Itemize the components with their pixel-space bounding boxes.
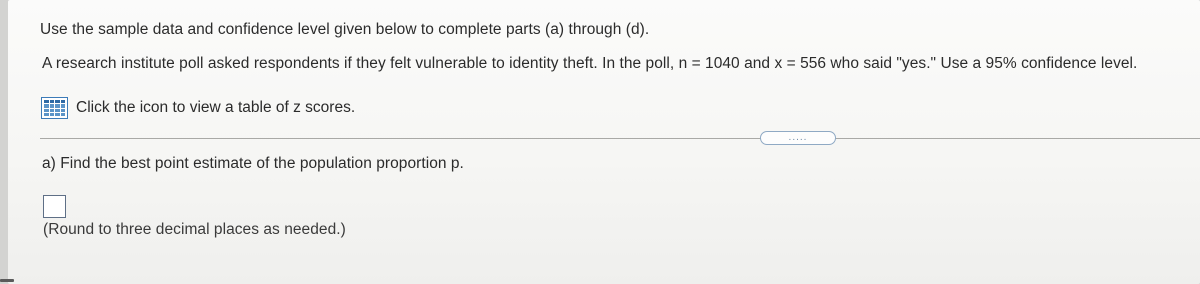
question-panel: [8, 0, 1200, 284]
table-icon-cell: [44, 113, 49, 116]
section-divider: [40, 138, 1200, 139]
table-icon-cell: [44, 109, 49, 112]
answer-input[interactable]: [43, 195, 66, 218]
problem-statement: A research institute poll asked respondents if they felt vulnerable to identity theft. In the poll, n = 1040 and x = 556 who said "yes." Use a 95% confidence level.: [42, 55, 1138, 72]
table-icon-cell: [44, 100, 49, 103]
table-icon-cell: [55, 113, 60, 116]
table-icon-cell: [50, 104, 55, 107]
table-icon-cell: [61, 109, 66, 112]
z-table-hint-text: Click the icon to view a table of z scores.: [76, 99, 356, 116]
table-icon-cell: [50, 100, 55, 103]
table-icon-cell: [61, 100, 66, 103]
rounding-note: (Round to three decimal places as needed.): [43, 221, 346, 238]
table-icon-cell: [61, 113, 66, 116]
instructions-text: Use the sample data and confidence level given below to complete parts (a) through (d).: [40, 21, 650, 38]
table-icon-cell: [50, 113, 55, 116]
table-icon-cell: [50, 109, 55, 112]
corner-mark: [0, 279, 14, 282]
z-table-hint: [41, 97, 355, 119]
expand-button[interactable]: .....: [760, 131, 836, 145]
table-icon-cell: [55, 109, 60, 112]
part-a-question: a) Find the best point estimate of the population proportion p.: [42, 155, 464, 172]
table-icon-cell: [44, 104, 49, 107]
table-icon-cell: [61, 104, 66, 107]
table-icon-cell: [55, 100, 60, 103]
table-icon[interactable]: [41, 97, 68, 119]
table-icon-cell: [55, 104, 60, 107]
